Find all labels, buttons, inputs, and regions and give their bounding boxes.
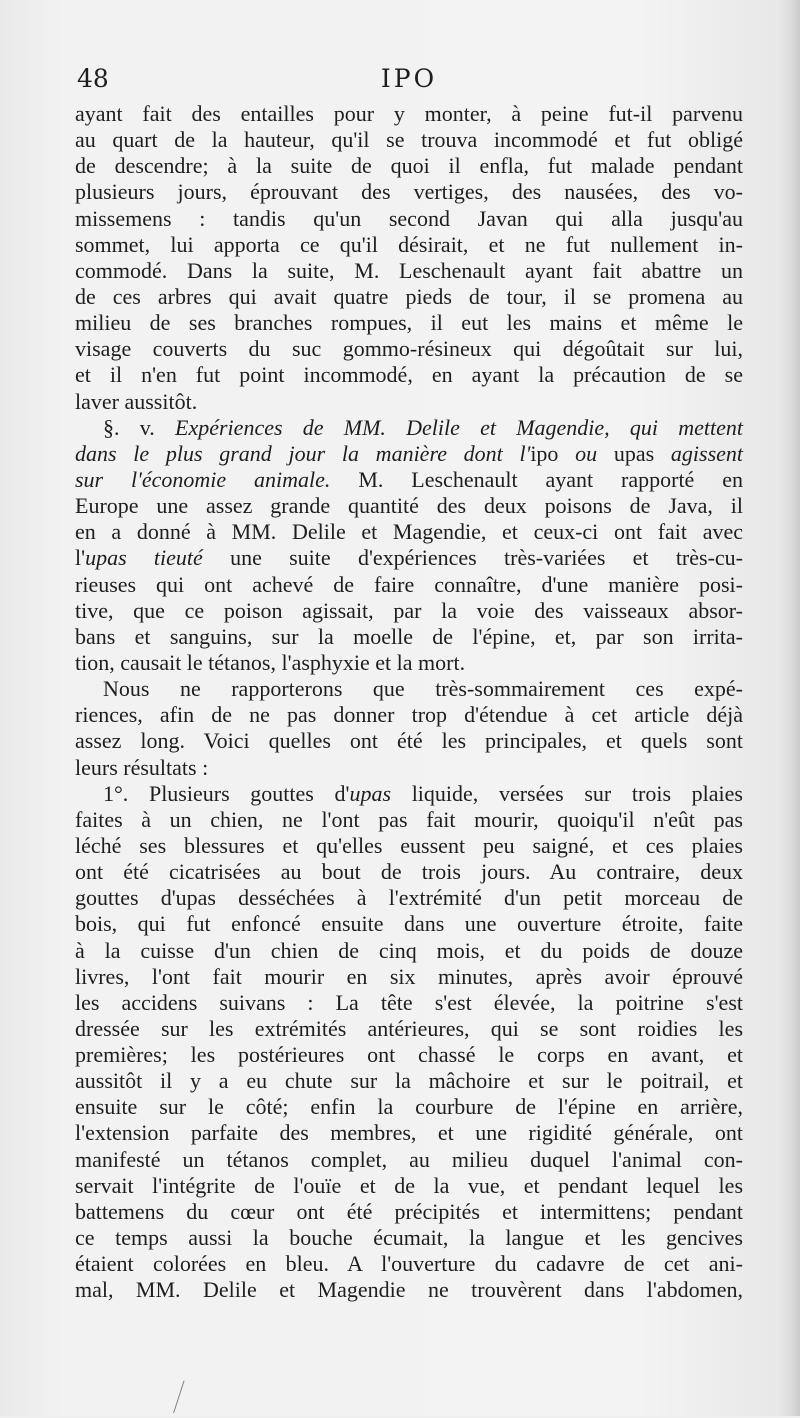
text-line: livres, l'ont fait mourir en six minutes, après avoir éprouvé — [75, 963, 743, 989]
text-line: ont été cicatrisées au bout de trois jours. Au contraire, deux — [75, 859, 743, 885]
text-line: dressée sur les extrémités antérieures, qui se sont roidies les — [75, 1015, 743, 1041]
text-line: riences, afin de ne pas donner trop d'étendue à cet article déjà — [75, 702, 743, 728]
text-line: laver aussitôt. — [75, 388, 198, 414]
text-line: Europe une assez grande quantité des deux poisons de Java, il — [75, 493, 743, 519]
text-line: à la cuisse d'un chien de cinq mois, et du poids de douze — [75, 937, 743, 963]
text-line: les accidens suivans : La tête s'est élevée, la poitrine s'est — [75, 989, 743, 1015]
text-line: premières; les postérieures ont chassé le corps en avant, et — [75, 1042, 743, 1068]
text-line: plusieurs jours, éprouvant des vertiges, des nausées, des vo- — [75, 179, 743, 205]
text-line: rieuses qui ont achevé de faire connaître, d'une manière posi- — [75, 571, 743, 597]
text-line: sommet, lui apporta ce qu'il désirait, et ne fut nullement in- — [75, 231, 743, 257]
text-line: et il n'en fut point incommodé, en ayant la précaution de se — [75, 362, 743, 388]
text-line: gouttes d'upas desséchées à l'extrémité d'un petit morceau de — [75, 885, 743, 911]
text-line: léché ses blessures et qu'elles eussent peu saigné, et ces plaies — [75, 832, 743, 858]
text-line: mal, MM. Delile et Magendie ne trouvèrent dans l'abdomen, — [75, 1277, 743, 1303]
body-text — [75, 101, 743, 1303]
text-line: battemens du cœur ont été précipités et intermittens; pendant — [75, 1198, 743, 1224]
text-line: ensuite sur le côté; enfin la courbure de l'épine en arrière, — [75, 1094, 743, 1120]
text-line: l'upas tieuté une suite d'expériences très-variées et très-cu- — [75, 545, 744, 571]
text-line: ce temps aussi la bouche écumait, la langue et les gencives — [75, 1225, 743, 1251]
text-line: de ces arbres qui avait quatre pieds de tour, il se promena au — [75, 283, 743, 309]
text-line: 1°. Plusieurs gouttes d'upas liquide, versées sur trois plaies — [103, 780, 743, 806]
text-line: servait l'intégrite de l'ouïe et de la vue, et pendant lequel les — [75, 1172, 743, 1198]
text-line: sur l'économie animale. M. Leschenault ayant rapporté en — [75, 466, 743, 492]
page-edge-shadow — [778, 0, 800, 1416]
text-line: visage couverts du suc gommo-résineux qui dégoûtait sur lui, — [75, 336, 743, 362]
text-line: missemens : tandis qu'un second Javan qui alla jusqu'au — [75, 205, 743, 231]
section-heading-line: §. v. Expériences de MM. Delile et Magendie, qui mettent — [103, 414, 743, 440]
text-line: faites à un chien, ne l'ont pas fait mourir, quoiqu'il n'eût pas — [75, 806, 743, 832]
text-line: leurs résultats : — [75, 754, 209, 780]
text-line: assez long. Voici quelles ont été les principales, et quels sont — [75, 728, 743, 754]
text-line: manifesté un tétanos complet, au milieu duquel l'animal con- — [75, 1146, 743, 1172]
text-line: étaient colorées en bleu. A l'ouverture du cadavre de cet ani- — [75, 1251, 743, 1277]
text-line: bois, qui fut enfoncé ensuite dans une ouverture étroite, faite — [75, 911, 743, 937]
page-header — [75, 62, 743, 96]
text-line: commodé. Dans la suite, M. Leschenault ayant fait abattre un — [75, 257, 743, 283]
text-line: en a donné à MM. Delile et Magendie, et ceux-ci ont fait avec — [75, 519, 743, 545]
text-line: tion, causait le tétanos, l'asphyxie et la mort. — [75, 649, 466, 675]
text-line: tive, que ce poison agissait, par la voie des vaisseaux absor- — [75, 597, 743, 623]
margin-pencil-mark — [173, 1381, 198, 1418]
page-number: 48 — [77, 64, 109, 93]
text-line: dans le plus grand jour la manière dont l'ipo ou upas agissent — [75, 440, 744, 466]
text-line: bans et sanguins, sur la moelle de l'épine, et, par son irrita- — [75, 623, 743, 649]
text-line: ayant fait des entailles pour y monter, à peine fut-il parvenu — [75, 101, 743, 126]
text-line: l'extension parfaite des membres, et une rigidité générale, ont — [75, 1120, 743, 1146]
running-head: IPO — [380, 64, 438, 93]
text-line: au quart de la hauteur, qu'il se trouva incommodé et fut obligé — [75, 127, 743, 153]
text-line: aussitôt il y a eu chute sur la mâchoire et sur le poitrail, et — [75, 1068, 743, 1094]
text-line: Nous ne rapporterons que très-sommairement ces expé- — [103, 676, 743, 702]
text-line: milieu de ses branches rompues, il eut les mains et même le — [75, 310, 743, 336]
text-line: de descendre; à la suite de quoi il enfla, fut malade pendant — [75, 153, 743, 179]
